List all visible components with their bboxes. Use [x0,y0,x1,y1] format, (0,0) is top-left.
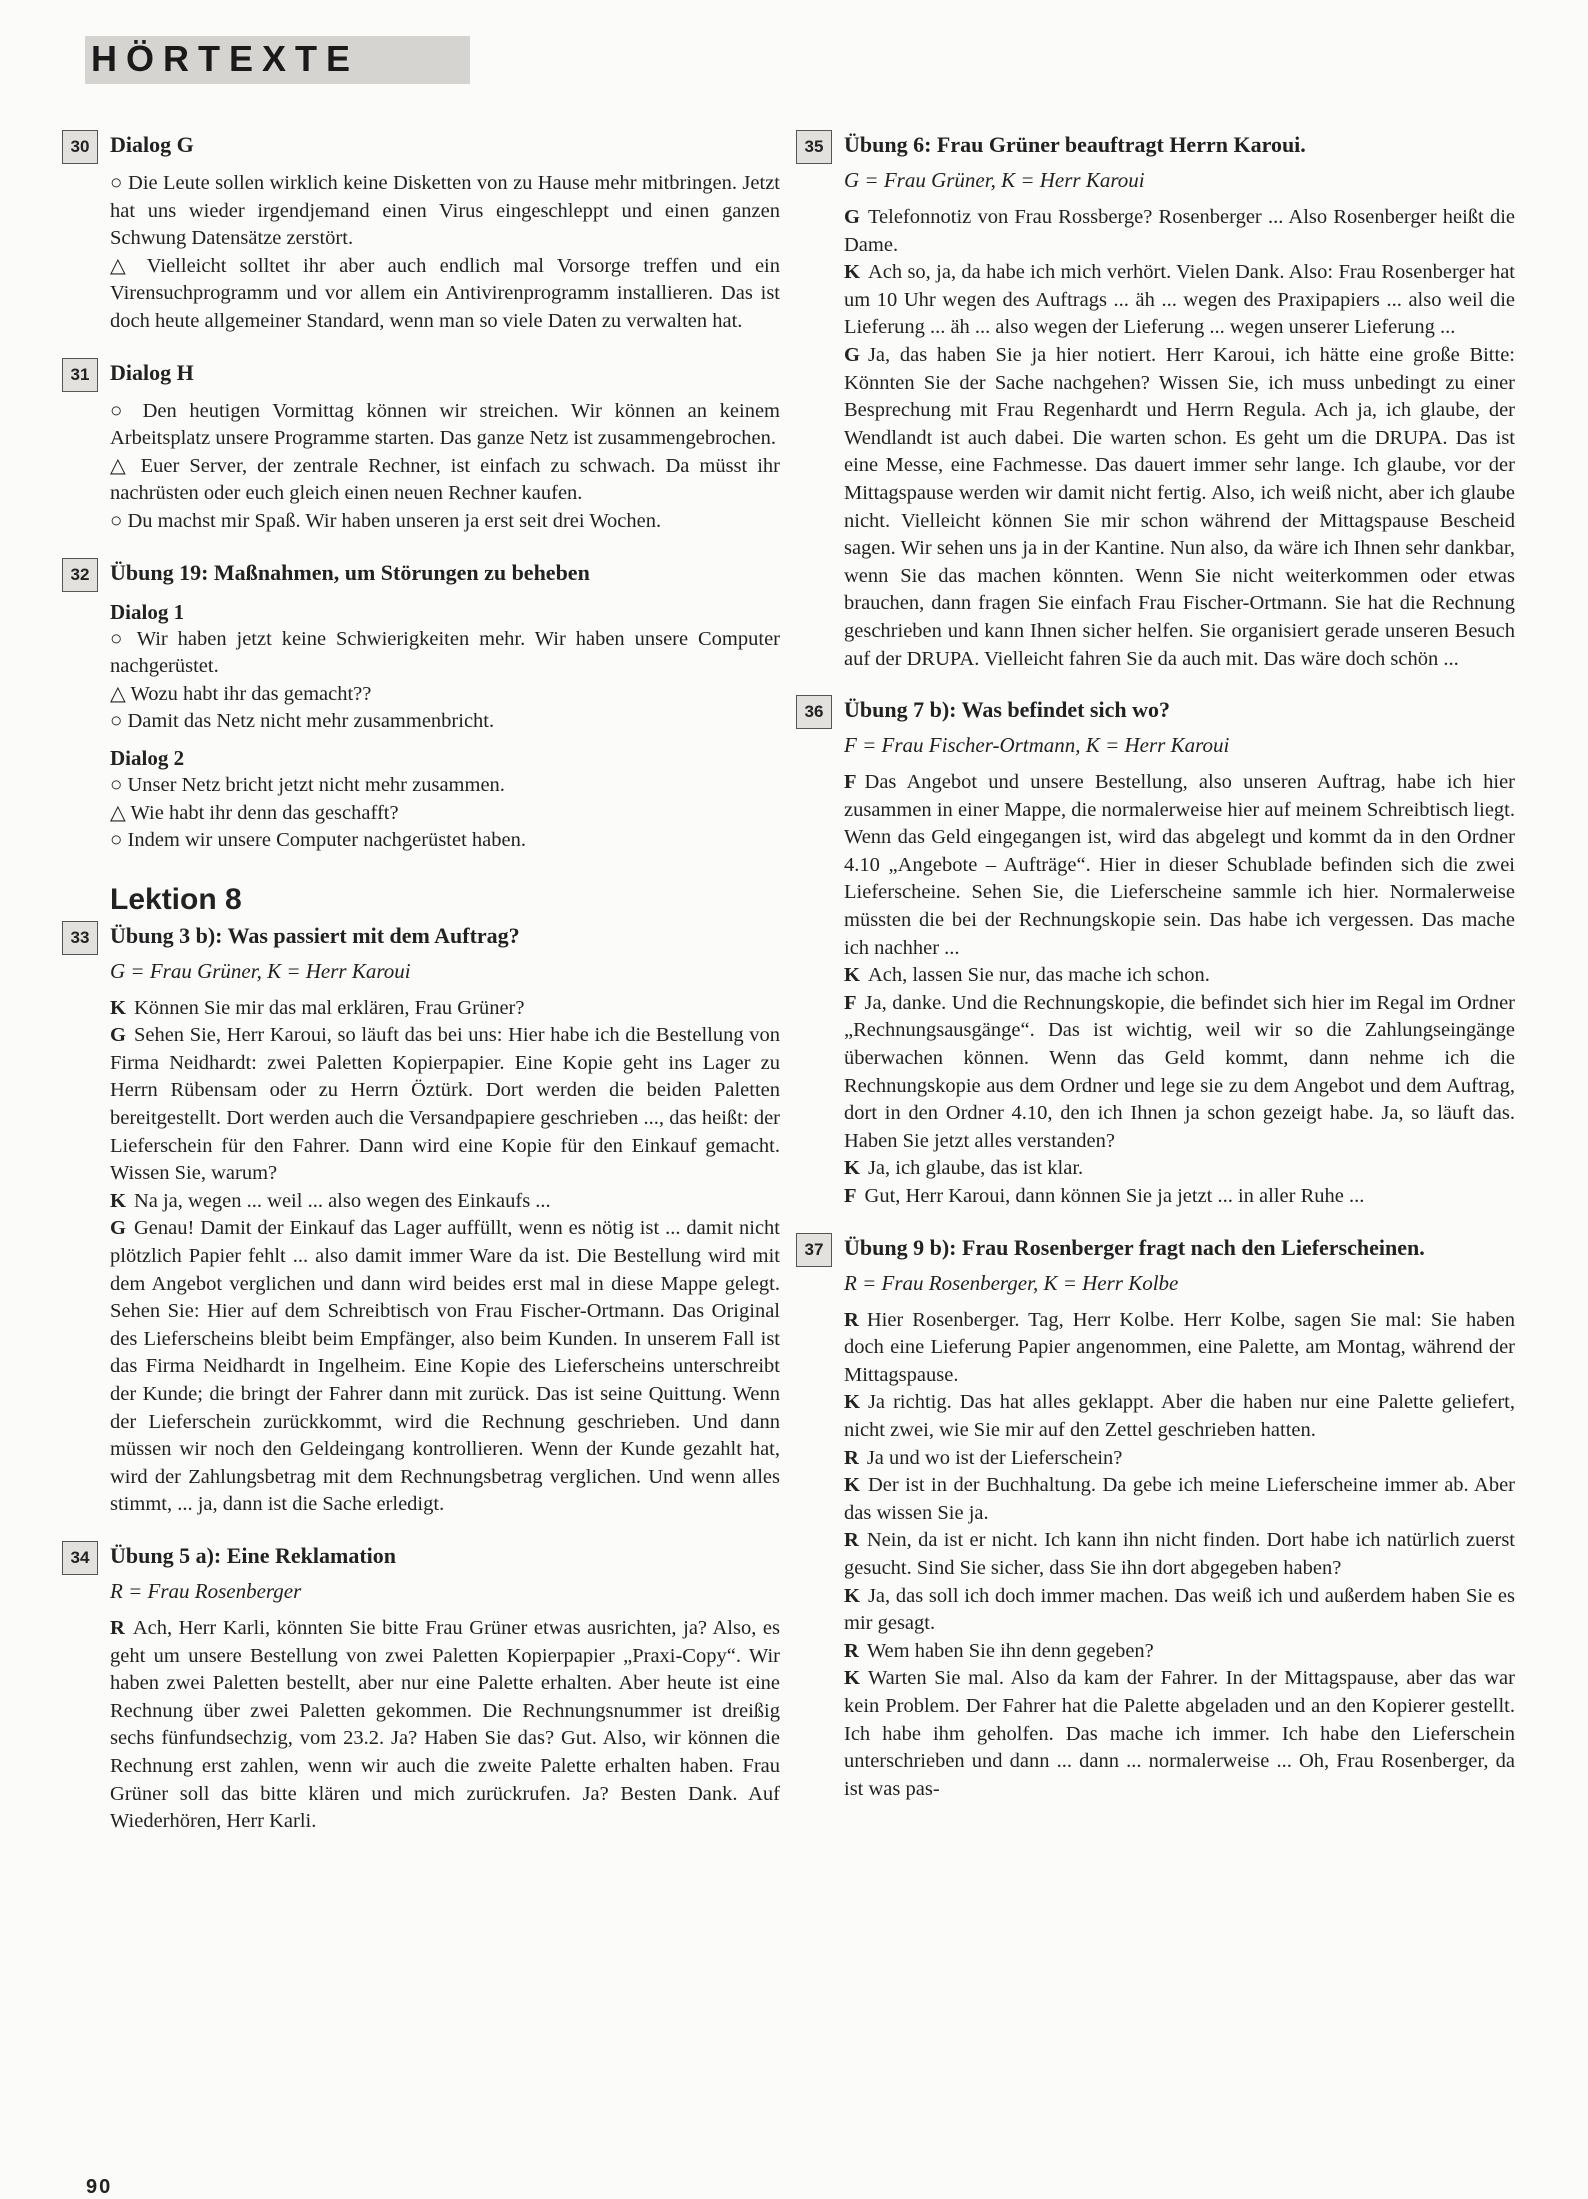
dialog-line [110,1215,780,1519]
speaker: F [844,771,857,794]
dialog-line [844,1307,1515,1390]
left-column [62,130,780,1836]
section-36 [796,695,1515,1211]
roles-line: G = Frau Grüner, K = Herr Karoui [110,958,411,983]
speaker: R [110,1616,125,1639]
dialog-line [110,1188,780,1216]
utterance: Der ist in der Buchhaltung. Da gebe ich meine Lieferscheine immer ab. Aber das wissen Sie ja. [844,1474,1515,1524]
speaker: K [844,964,860,987]
utterance: Nein, da ist er nicht. Ich kann ihn nicht finden. Dort habe ich natürlich zuerst gesucht. Sind Sie sicher, dass Sie ihn dort abgegeben haben? [844,1529,1515,1579]
speaker: K [844,261,860,284]
speaker: K [844,1584,860,1607]
utterance: Ja, ich glaube, das ist klar. [867,1157,1084,1180]
utterance: Ach, Herr Karli, könnten Sie bitte Frau Grüner etwas ausrichten, ja? Also, es geht um unsere Bestellung von zwei Paletten Kopierpapier „Praxi-Copy“. Wir haben zwei Paletten bestellt, aber nur eine Palette erhalten. Aber heute ist eine Rechnung über zwei Paletten gekommen. Die Rechnungsnummer ist dreißig sechs fünfundsechzig, vom 23.2. Ja? Haben Sie das? Gut. Also, wir können die Rechnung erst zahlen, wenn wir auch die zweite Palette erhalten haben. Frau Grüner soll das bitte klären und mich zurückrufen. Ja? Besten Dank. Auf Wiederhören, Herr Karli. [110,1616,780,1833]
dialog-line [110,995,780,1023]
speaker: K [844,1157,860,1180]
utterance: Ach, lassen Sie nur, das mache ich schon. [867,964,1210,987]
section-title: Dialog H [110,359,194,385]
utterance: Telefonnotiz von Frau Rossberge? Rosenberger ... Also Rosenberger heißt die Dame. [844,206,1515,256]
subheading: Dialog 1 [110,599,185,624]
track-number: 34 [62,1541,98,1575]
section-32 [62,558,780,855]
dialog-line [844,342,1515,673]
utterance: Ja richtig. Das hat alles geklappt. Aber die haben nur eine Palette geliefert, nicht zwei, wie Sie mir auf den Zettel geschrieben hatten. [844,1391,1515,1441]
utterance: Das Angebot und unsere Bestellung, also unseren Auftrag, habe ich hier zusammen in einer Mappe, die normalerweise hier auf meinem Schreibtisch liegt. Wenn das Geld eingegangen ist, wird das abgelegt und kommt da in den Ordner 4.10 „Angebote – Aufträge“. Hier in dieser Schublade befinden sich die zwei Lieferscheine. Sehen Sie, die Lieferscheine sammle ich hier. Normalerweise müssten die bei der Rechnungskopie sein. Das habe ich vergessen. Das mache ich nachher ... [844,771,1515,959]
roles-line: G = Frau Grüner, K = Herr Karoui [844,168,1145,192]
utterance: Sehen Sie, Herr Karoui, so läuft das bei uns: Hier habe ich die Bestellung von Firma Neidhardt: zwei Paletten Kopierpapier. Eine Kopie geht ins Lager zu Herrn Rübensam oder zu Herrn Öztürk. Dort werden die beiden Paletten bereitgestellt. Dort werden auch die Versandpapiere geschrieben ..., das heißt: der Lieferschein für den Fahrer. Dann wird eine Kopie für den Einkauf gemacht. Wissen Sie, warum? [110,1024,780,1185]
section-title: Übung 7 b): Was befindet sich wo? [844,697,1170,723]
section-title: Übung 6: Frau Grüner beauftragt Herrn Karoui. [844,132,1306,157]
speaker: K [110,996,126,1019]
dialog-line [844,990,1515,1156]
utterance: Ja, das haben Sie ja hier notiert. Herr Karoui, ich hätte eine große Bitte: Könnten Sie der Sache nachgehen? Wissen Sie, ich muss unbedingt zu einer Besprechung mit Frau Regenhardt und Herrn Regula. Ach ja, ich glaube, der Wendlandt ist auch dabei. Die warten schon. Es geht um die DRUPA. Das ist eine Messe, eine Fachmesse. Das dauert immer sehr lange. Ich glaube, vor der Mittagspause werden wir damit nicht fertig. Also, ich weiß nicht, aber ich glaube nicht. Vielleicht können Sie mir schon während der Mittagspause Bescheid sagen. Wir sehen uns ja in der Kantine. Nun also, da wäre ich Ihnen sehr dankbar, wenn Sie das machen könnten. Wenn Sie nicht weiterkommen oder etwas brauchen, dann fragen Sie einfach Frau Fischer-Ortmann. Sie hat die Rechnung geschrieben und kann Ihnen sicher helfen. Sie organisiert gerade unseren Besuch auf der DRUPA. Vielleicht fahren Sie da auch mit. Das wäre doch schön ... [844,343,1515,670]
speaker: G [110,1024,126,1047]
section-31 [62,358,780,536]
speaker: K [844,1474,860,1497]
section-35 [796,130,1515,673]
utterance: Warten Sie mal. Also da kam der Fahrer. In der Mittagspause, aber das war kein Problem. Der Fahrer hat die Palette abgeladen und an den Kopierer gestellt. Ich habe ihm geholfen. Das mache ich immer. Ich habe den Lieferschein unterschrieben und dann ... dann ... normalerweise ... Oh, Frau Rosenberger, da ist was pas- [844,1667,1515,1800]
section-33 [62,921,780,1519]
dialog-line: ○ Damit das Netz nicht mehr zusammenbricht. [110,710,495,733]
track-number: 31 [62,358,98,392]
dialog-line [844,1527,1515,1582]
section-30 [62,130,780,336]
dialog-line: ○ Du machst mir Spaß. Wir haben unseren ja erst seit drei Wochen. [110,509,662,532]
utterance: Genau! Damit der Einkauf das Lager auffüllt, wenn es nötig ist ... damit nicht plötzlich Papier fehlt ... also damit immer Ware da ist. Die Bestellung wird mit dem Angebot verglichen und dann wird beides erst mal in diese Mappe gelegt. Sehen Sie: Hier auf dem Schreibtisch von Frau Fischer-Ortmann. Das Original des Lieferscheins bleibt beim Empfänger, also beim Kunden. In unserem Fall ist das Firma Neidhardt in Ingelheim. Eine Kopie des Lieferscheins unterschreibt der Kunde; die bringt der Fahrer dann mit zurück. Das ist seine Quittung. Wenn der Lieferschein zurückkommt, wird die Rechnung geschrieben. Und dann müssen wir noch den Geldeingang kontrollieren. Wenn der Kunde gezahlt hat, wird der Zahlungsbetrag mit dem Rechnungsbetrag verglichen. Und wenn alles stimmt, ... ja, dann ist die Sache erledigt. [110,1217,780,1516]
roles-line: F = Frau Fischer-Ortmann, K = Herr Karoui [844,733,1230,758]
utterance: Hier Rosenberger. Tag, Herr Kolbe. Herr Kolbe, sagen Sie mal: Sie haben doch eine Lieferung Papier angenommen, eine Palette, am Montag, während der Mittagspause. [844,1308,1515,1386]
dialog-line: ○ Unser Netz bricht jetzt nicht mehr zusammen. [110,773,505,796]
utterance: Ja, das soll ich doch immer machen. Das weiß ich und außerdem haben Sie es mir gesagt. [844,1584,1515,1635]
speaker: G [844,206,860,228]
track-number: 36 [796,695,832,729]
speaker: K [844,1391,860,1414]
section-title: Dialog G [110,132,194,157]
speaker: F [844,991,857,1014]
track-number: 35 [796,130,832,164]
utterance: Können Sie mir das mal erklären, Frau Grüner? [133,996,525,1019]
dialog-line [844,1155,1515,1183]
dialog-line [844,962,1515,990]
dialog-line [844,1638,1515,1666]
utterance: Ja, danke. Und die Rechnungskopie, die befindet sich hier im Regal im Ordner „Rechnungsausgänge“. Das ist wichtig, weil wir so die Zahlungseingänge überwachen können. Wenn das Geld kommt, dann nehme ich die Rechnungskopie aus dem Ordner und lege sie zu dem Angebot und dem Auftrag, dort in den Ordner 4.10, den ich Ihnen ja schon gezeigt habe. Ja, so läuft das. Haben Sie jetzt alles verstanden? [844,991,1515,1152]
utterance: Na ja, wegen ... weil ... also wegen des Einkaufs ... [133,1189,551,1212]
track-number: 30 [62,130,98,164]
speaker: F [844,1185,857,1207]
header-banner [85,36,470,84]
dialog-line [844,769,1515,962]
subheading: Dialog 2 [110,745,185,770]
dialog-line [110,1615,780,1836]
utterance: Wem haben Sie ihn denn gegeben? [866,1639,1154,1662]
speaker: R [844,1529,859,1552]
track-number: 32 [62,558,98,592]
speaker: G [844,343,860,366]
speaker: R [844,1639,859,1662]
roles-line: R = Frau Rosenberger, K = Herr Kolbe [844,1270,1179,1295]
dialog-line: △ Wie habt ihr denn das geschafft? [110,801,399,824]
speaker: R [844,1308,859,1331]
section-title: Übung 19: Maßnahmen, um Störungen zu beheben [110,559,590,585]
dialog-line [844,259,1515,342]
section-37 [796,1233,1515,1804]
right-column [796,130,1515,1803]
page-title: HÖRTEXTE [91,38,360,79]
dialog-line [844,1472,1515,1527]
speaker: R [844,1446,859,1469]
speaker: G [110,1217,126,1240]
section-title: Übung 3 b): Was passiert mit dem Auftrag? [110,922,520,948]
lesson-heading: Lektion 8 [110,882,242,916]
track-number: 37 [796,1233,832,1267]
section-title: Übung 5 a): Eine Reklamation [110,1542,397,1568]
dialog-line: ○ Die Leute sollen wirklich keine Disketten von zu Hause mehr mitbringen. Jetzt hat uns wieder irgendjemand einen Virus eingeschleppt und einen ganzen Schwung Datensätze zerstört. [110,172,780,250]
dialog-line: ○ Den heutigen Vormittag können wir streichen. Wir können an keinem Arbeitsplatz unsere Programme starten. Das ganze Netz ist zusammengebrochen. [110,399,780,450]
dialog-line [844,1389,1515,1444]
dialog-line: △ Vielleicht solltet ihr aber auch endlich mal Vorsorge treffen und ein Virensuchprogramm und vor allem ein Antivirenprogramm installieren. Das ist doch heute allgemeiner Standard, wenn man so viele Daten zu verwalten hat. [110,254,780,332]
dialog-line [844,1183,1515,1211]
utterance: Gut, Herr Karoui, dann können Sie ja jetzt ... in aller Ruhe ... [864,1185,1365,1207]
section-title: Übung 9 b): Frau Rosenberger fragt nach den Lieferscheinen. [844,1234,1425,1260]
speaker: K [110,1189,126,1212]
dialog-line: ○ Indem wir unsere Computer nachgerüstet haben. [110,829,526,852]
page-number: 90 [86,2176,113,2198]
roles-line: R = Frau Rosenberger [110,1578,302,1603]
speaker: K [844,1667,860,1690]
dialog-line [110,1022,780,1188]
utterance: Ach so, ja, da habe ich mich verhört. Vielen Dank. Also: Frau Rosenberger hat um 10 Uhr wegen des Auftrags ... äh ... wegen des Praxipapiers ... also weil die Lieferung ... äh ... also wegen der Lieferung ... wegen unserer Lieferung ... [844,261,1515,339]
dialog-line: ○ Wir haben jetzt keine Schwierigkeiten mehr. Wir haben unsere Computer nachgerüstet. [110,627,780,678]
track-number: 33 [62,921,98,955]
utterance: Ja und wo ist der Lieferschein? [866,1446,1123,1469]
dialog-line: △ Wozu habt ihr das gemacht?? [110,682,372,705]
dialog-line [844,1445,1515,1473]
dialog-line: △ Euer Server, der zentrale Rechner, ist einfach zu schwach. Da müsst ihr nachrüsten oder euch gleich einen neuen Rechner kaufen. [110,454,780,505]
dialog-line [844,1665,1515,1803]
dialog-line [844,204,1515,259]
dialog-line [844,1583,1515,1638]
section-34 [62,1541,780,1836]
